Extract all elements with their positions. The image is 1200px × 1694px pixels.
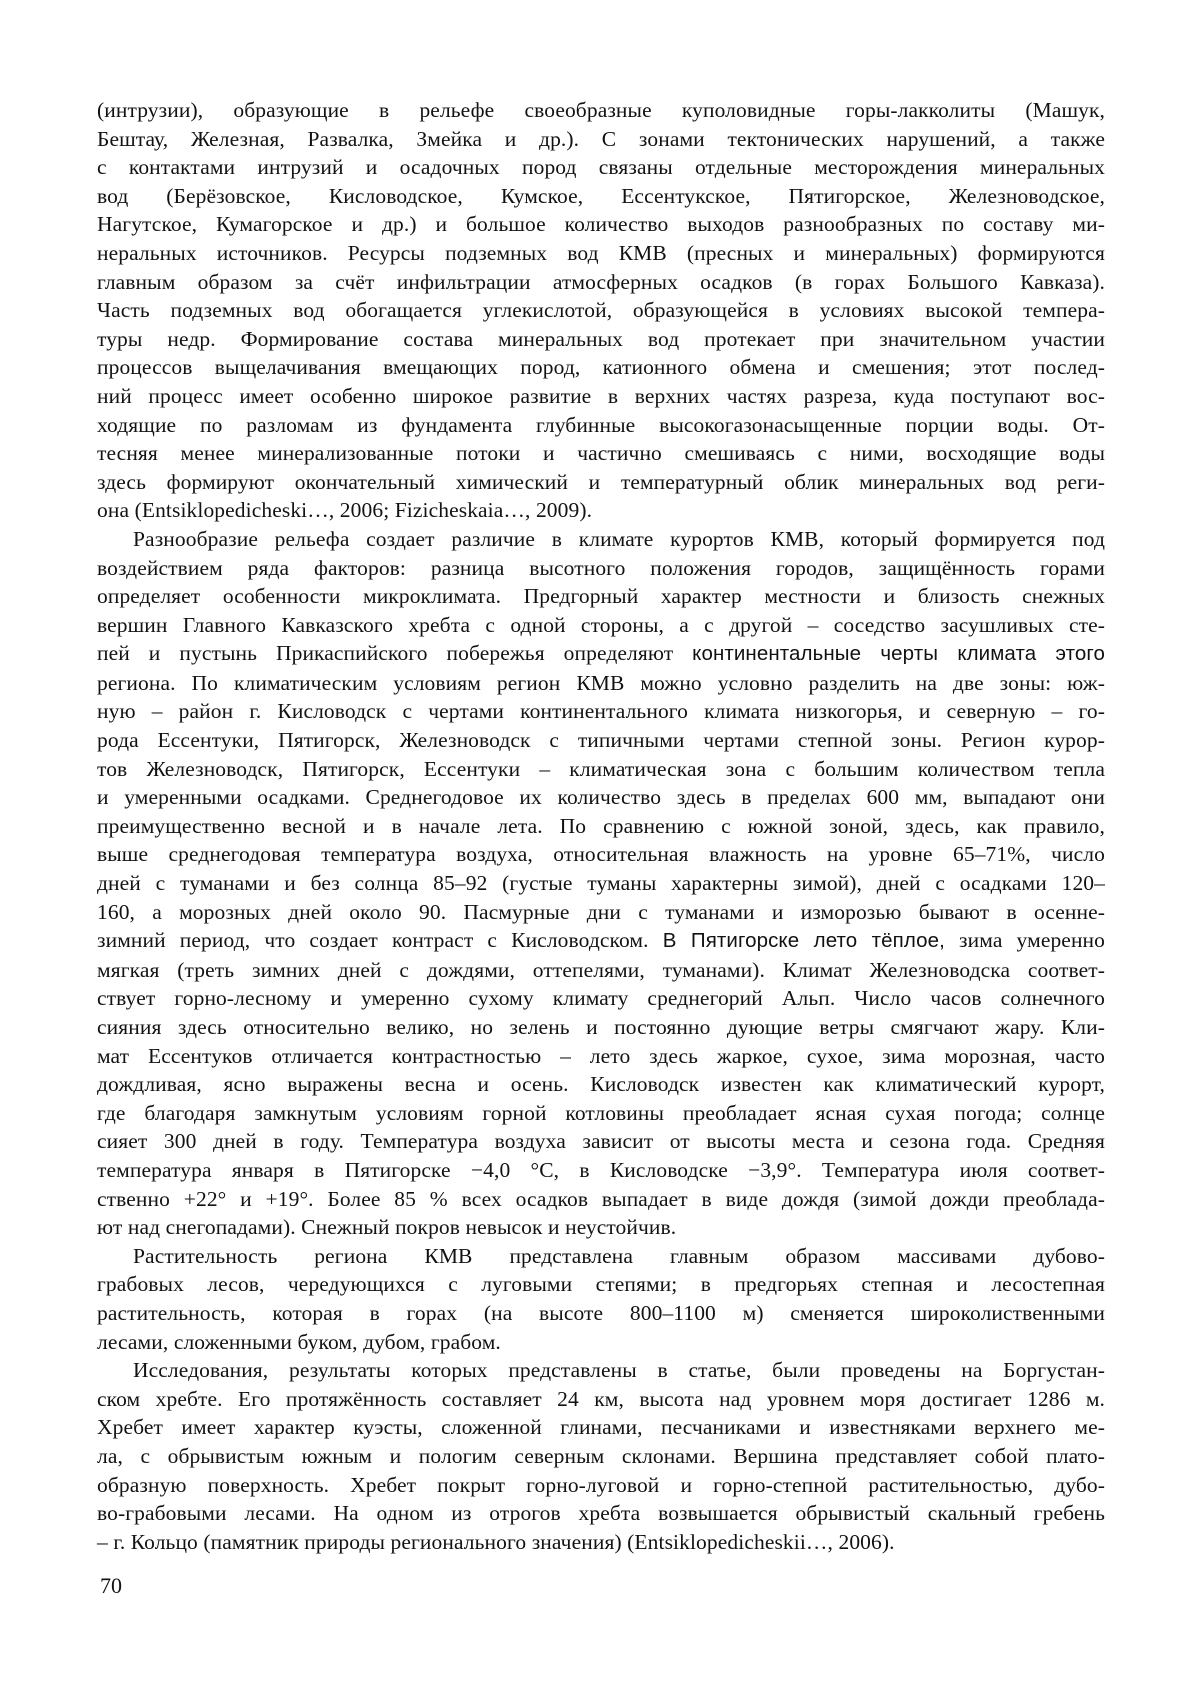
text-line: ют над снегопадами). Снежный покров невысок и неустойчив.: [97, 1215, 677, 1240]
text-line: ствует горно-лесному и умеренно сухому климату среднегорий Альп. Число часов солнечного: [97, 986, 1105, 1011]
text-line: Нагутское, Кумагорское и др.) и большое количество выходов разнообразных по составу ми-: [97, 212, 1105, 237]
text-line: тесняя менее минерализованные потоки и частично смешиваясь с ними, восходящие воды: [97, 441, 1105, 466]
text-line: дождливая, ясно выражены весна и осень. Кисловодск известен как климатический курорт,: [97, 1072, 1105, 1097]
text-line: туры недр. Формирование состава минеральных вод протекает при значительном участии: [97, 326, 1105, 351]
text-segment-sans: В Пятигорске лето тёплое,: [662, 929, 945, 953]
text-line: тов Железноводск, Пятигорск, Ессентуки – климатическая зона с большим количеством тепла: [97, 756, 1105, 781]
text-line: процессов выщелачивания вмещающих пород, катионного обмена и смешения; этот послед-: [97, 355, 1105, 380]
text-line: Часть подземных вод обогащается углекислотой, образующейся в условиях высокой темпера-: [97, 298, 1105, 323]
text-segment: зимний период, что создает контраст с Кисловодском.: [97, 928, 663, 953]
text-line: где благодаря замкнутым условиям горной котловины преобладает ясная сухая погода; солнце: [97, 1100, 1105, 1125]
text-line: определяет особенности микроклимата. Предгорный характер местности и близость снежных: [97, 584, 1105, 609]
text-line: преимущественно весной и в начале лета. По сравнению с южной зоной, здесь, как правило,: [97, 813, 1105, 838]
text-line: ла, с обрывистым южным и пологим северным склонами. Вершина представляет собой плато-: [97, 1443, 1105, 1468]
text-line: она (Entsiklopedicheski…, 2006; Fizicheskaia…, 2009).: [97, 498, 593, 523]
text-line: мягкая (треть зимних дней с дождями, оттепелями, туманами). Климат Железноводска соответ-: [97, 957, 1105, 982]
text-segment: пей и пустынь Прикаспийского побережья определяют: [97, 641, 693, 666]
text-line: грабовых лесов, чередующихся с луговыми степями; в предгорьях степная и лесостепная: [97, 1272, 1105, 1297]
text-line: воздействием ряда факторов: разница высотного положения городов, защищённость горами: [97, 555, 1105, 580]
text-line: во-грабовыми лесами. На одном из отрогов хребта возвышается обрывистый скальный гребень: [97, 1501, 1105, 1526]
text-segment: зима умеренно: [944, 928, 1106, 953]
text-line: ний процесс имеет особенно широкое развитие в верхних частях разреза, куда поступают вос-: [97, 383, 1105, 408]
text-line: Исследования, результаты которых представлены в статье, были проведены на Боргустан-: [133, 1358, 1105, 1383]
text-line: образную поверхность. Хребет покрыт горно-луговой и горно-степной растительностью, дубо-: [97, 1472, 1105, 1497]
text-line: Хребет имеет характер куэсты, сложенной глинами, песчаниками и известняками верхнего ме-: [97, 1415, 1105, 1440]
text-line: [97, 926, 1105, 956]
text-block: [97, 96, 1105, 1556]
text-line: Разнообразие рельефа создает различие в климате курортов КМВ, который формируется под: [133, 526, 1105, 551]
text-line: главным образом за счёт инфильтрации атмосферных осадков (в горах Большого Кавказа).: [97, 269, 1105, 294]
text-line: Бештау, Железная, Развалка, Змейка и др.). С зонами тектонических нарушений, а также: [97, 126, 1105, 151]
text-line: сияет 300 дней в году. Температура воздуха зависит от высоты места и сезона года. Средняя: [97, 1129, 1105, 1154]
paragraph: [97, 1356, 1105, 1556]
text-line: с контактами интрузий и осадочных пород связаны отдельные месторождения минеральных: [97, 155, 1105, 180]
text-line: сияния здесь относительно велико, но зелень и постоянно дующие ветры смягчают жару. Кли-: [97, 1015, 1105, 1039]
paragraph: [97, 1242, 1105, 1356]
text-line: вершин Главного Кавказского хребта с одной стороны, а с другой – соседство засушливых сте-: [97, 612, 1105, 637]
text-line: здесь формируют окончательный химический и температурный облик минеральных вод реги-: [97, 469, 1105, 494]
text-line: и умеренными осадками. Среднегодовое их количество здесь в пределах 600 мм, выпадают они: [97, 785, 1105, 810]
text-line: ную – район г. Кисловодск с чертами континентального климата низкогорья, и северную – го-: [97, 699, 1105, 724]
text-line: (интрузии), образующие в рельефе своеобразные куполовидные горы-лакколиты (Машук,: [97, 98, 1105, 122]
text-line: вод (Берёзовское, Кисловодское, Кумское, Ессентукское, Пятигорское, Железноводское,: [97, 183, 1105, 208]
paragraph: [97, 96, 1105, 525]
text-line: растительность, которая в горах (на высоте 800–1100 м) сменяется широколиственными: [97, 1300, 1105, 1325]
text-line: ском хребте. Его протяжённость составляет 24 км, высота над уровнем моря достигает 1286 м.: [97, 1386, 1105, 1411]
text-line: температура января в Пятигорске −4,0 °C, в Кисловодске −3,9°. Температура июля соответ-: [97, 1157, 1105, 1182]
text-line: рода Ессентуки, Пятигорск, Железноводск с типичными чертами степной зоны. Регион курор-: [97, 728, 1105, 753]
text-line: [97, 639, 1105, 669]
text-line: мат Ессентуков отличается контрастностью – лето здесь жаркое, сухое, зима морозная, часто: [97, 1043, 1105, 1068]
text-line: 160, а морозных дней около 90. Пасмурные дни с туманами и изморозью бывают в осенне-: [97, 899, 1105, 924]
text-line: – г. Кольцо (памятник природы регионального значения) (Entsiklopedicheskii…, 2006).: [97, 1529, 895, 1554]
text-segment-sans: континентальные черты климата этого: [692, 642, 1106, 666]
text-line: дней с туманами и без солнца 85–92 (густые туманы характерны зимой), дней с осадками 120–: [97, 871, 1105, 896]
paragraph: [97, 525, 1105, 1242]
page-number: 70: [100, 1573, 122, 1598]
text-line: выше среднегодовая температура воздуха, относительная влажность на уровне 65–71%, число: [97, 842, 1105, 867]
text-line: Растительность региона КМВ представлена главным образом массивами дубово-: [133, 1243, 1105, 1268]
text-line: ственно +22° и +19°. Более 85 % всех осадков выпадает в виде дождя (зимой дожди преоблада-: [97, 1186, 1105, 1211]
text-line: региона. По климатическим условиям регион КМВ можно условно разделить на две зоны: юж-: [97, 670, 1105, 695]
text-line: неральных источников. Ресурсы подземных вод КМВ (пресных и минеральных) формируются: [97, 240, 1105, 265]
text-line: ходящие по разломам из фундамента глубинные высокогазонасыщенные порции воды. От-: [97, 412, 1105, 437]
text-line: лесами, сложенными буком, дубом, грабом.: [97, 1329, 501, 1354]
